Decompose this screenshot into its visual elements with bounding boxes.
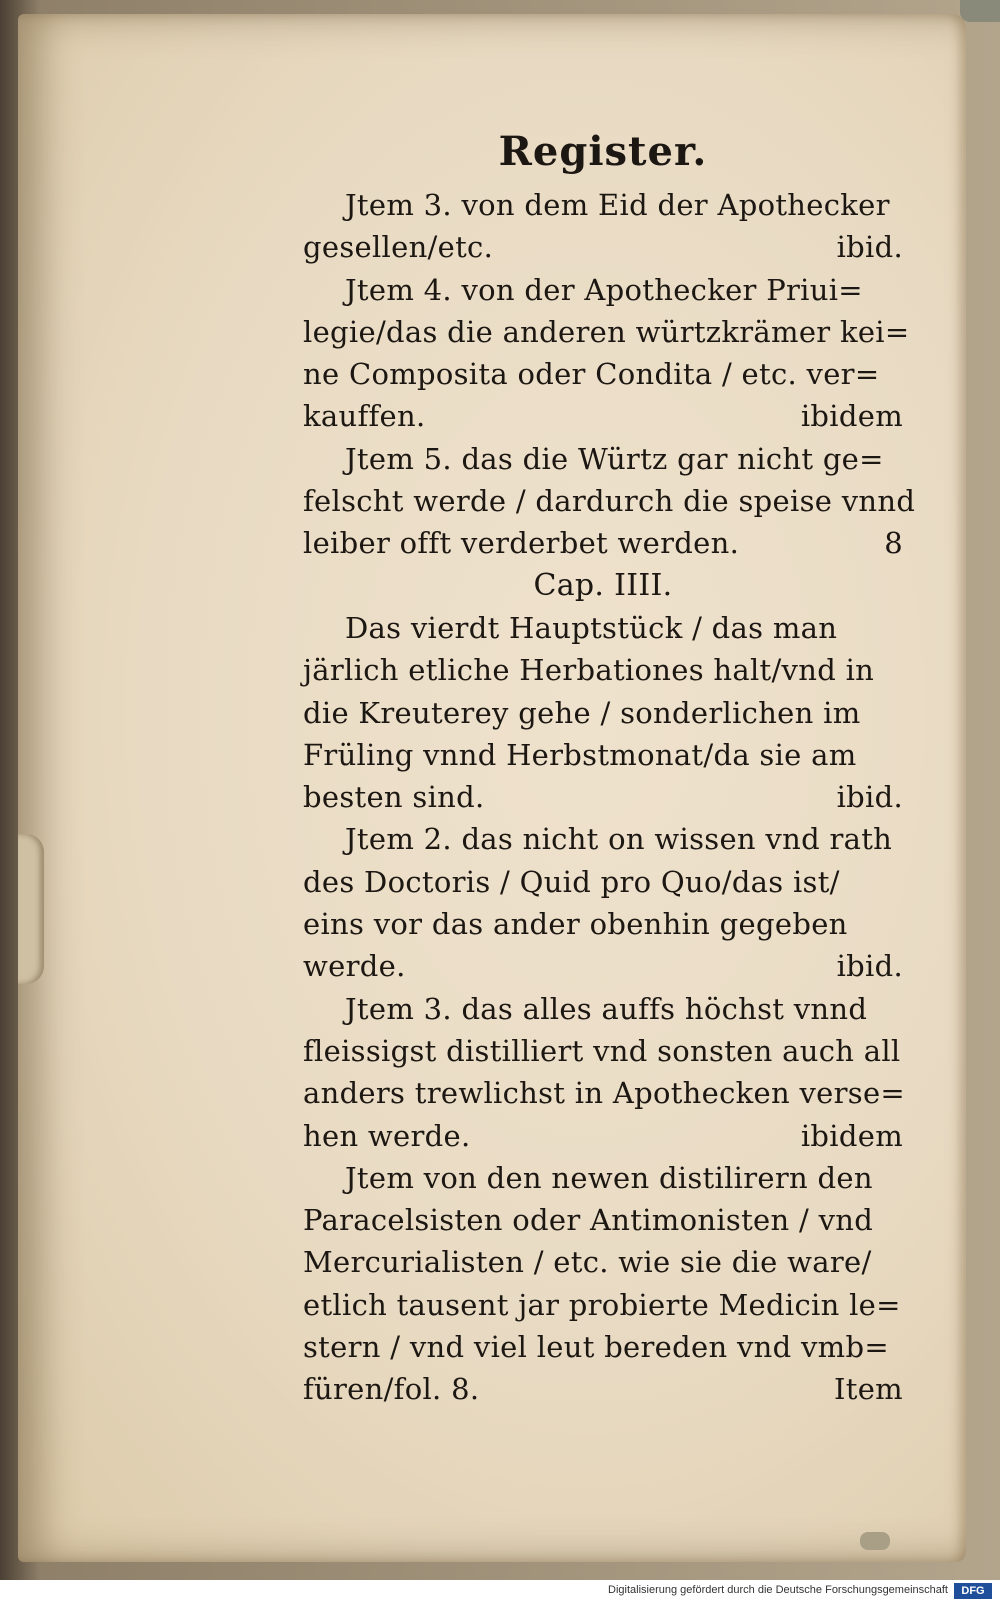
text-line	[303, 522, 903, 564]
text-line	[303, 226, 903, 268]
text-line	[303, 1115, 903, 1157]
chapter-heading	[303, 565, 903, 607]
text-line	[303, 184, 903, 226]
text-line	[303, 269, 903, 311]
text-line	[303, 903, 903, 945]
text-line	[303, 945, 903, 987]
text-line	[303, 1157, 903, 1199]
funding-credit: Digitalisierung gefördert durch die Deutsche Forschungsgemeinschaft	[608, 1584, 948, 1596]
page-edge-tab	[18, 834, 44, 984]
register-text	[303, 122, 916, 1411]
text-line	[303, 1199, 903, 1241]
text-line	[303, 861, 903, 903]
bookmark-ribbon-bottom	[860, 1532, 890, 1550]
line-text: Jtem 2. das nicht on wissen vnd rath	[345, 822, 893, 857]
text-line	[303, 1241, 903, 1283]
line-text: ne Composita oder Condita / etc. ver=	[303, 357, 880, 392]
line-text: eins vor das ander obenhin gegeben	[303, 907, 848, 942]
text-line	[303, 776, 903, 818]
page-reference: ibidem	[800, 399, 903, 434]
line-text: felscht werde / dardurch die speise vnnd	[303, 484, 916, 519]
line-text: anders trewlichst in Apothecken verse=	[303, 1076, 906, 1111]
page-reference: ibid.	[836, 949, 903, 984]
line-text: Jtem 3. von dem Eid der Apothecker	[345, 188, 890, 222]
line-text: Jtem 5. das die Würtz gar nicht ge=	[345, 441, 884, 476]
text-line	[303, 649, 903, 691]
footer-bar	[0, 1580, 1000, 1604]
text-line	[303, 692, 903, 734]
line-text: Cap. IIII.	[533, 567, 673, 603]
text-line	[303, 438, 903, 480]
line-text: besten sind.	[303, 780, 485, 815]
line-text: Jtem von den newen distilirern den	[345, 1160, 873, 1195]
text-line	[303, 607, 903, 649]
text-lines	[303, 184, 916, 1411]
text-line	[303, 734, 903, 776]
text-line	[303, 1326, 903, 1368]
text-line	[303, 480, 916, 522]
dfg-logo: DFG	[954, 1583, 992, 1599]
text-line	[303, 1284, 903, 1326]
line-text: kauffen.	[303, 399, 426, 434]
text-line	[303, 353, 903, 395]
line-text: Früling vnnd Herbstmonat/da sie am	[303, 737, 857, 772]
line-text: järlich etliche Herbationes halt/vnd in	[303, 653, 875, 688]
page-reference: ibid.	[836, 780, 903, 815]
text-line	[303, 1072, 906, 1114]
line-text: fleissigst distilliert vnd sonsten auch all	[303, 1033, 901, 1068]
text-line	[303, 988, 903, 1030]
text-line	[303, 1030, 903, 1072]
page-reference: ibid.	[836, 230, 903, 265]
line-text: werde.	[303, 949, 406, 984]
page-reference: Item	[834, 1372, 903, 1407]
line-text: etlich tausent jar probierte Medicin le=	[303, 1287, 901, 1322]
line-text: Das vierdt Hauptstück / das man	[345, 610, 838, 645]
bookmark-ribbon-top	[960, 0, 1000, 22]
line-text: legie/das die anderen würtzkrämer kei=	[303, 314, 910, 349]
line-text: hen werde.	[303, 1118, 471, 1153]
text-line	[303, 311, 910, 353]
line-text: die Kreuterey gehe / sonderlichen im	[303, 695, 861, 730]
text-line	[303, 818, 903, 860]
line-text: Paracelsisten oder Antimonisten / vnd	[303, 1203, 874, 1238]
line-text: füren/fol. 8.	[303, 1372, 480, 1407]
line-text: des Doctoris / Quid pro Quo/das ist/	[303, 864, 840, 899]
page-heading: Register.	[498, 128, 708, 175]
line-text: Jtem 4. von der Apothecker Priui=	[345, 272, 863, 307]
page-reference: ibidem	[800, 1118, 903, 1153]
text-line	[303, 1368, 903, 1410]
line-text: gesellen/etc.	[303, 230, 494, 265]
page-reference: 8	[884, 526, 903, 561]
book-page	[18, 14, 966, 1562]
text-line	[303, 395, 903, 437]
line-text: Mercurialisten / etc. wie sie die ware/	[303, 1245, 872, 1280]
line-text: Jtem 3. das alles auffs höchst vnnd	[345, 991, 868, 1026]
line-text: leiber offt verderbet werden.	[303, 526, 740, 561]
line-text: stern / vnd viel leut bereden vnd vmb=	[303, 1330, 889, 1365]
